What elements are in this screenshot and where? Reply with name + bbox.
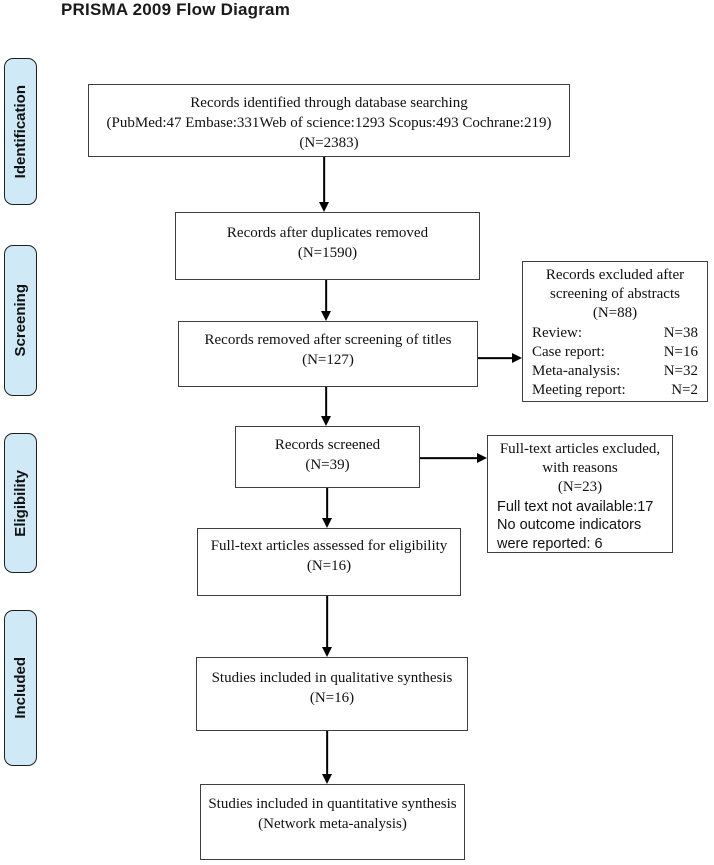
box-line: Records screened: [274, 437, 381, 453]
box-line: Studies included in qualitative synthesis: [211, 670, 453, 686]
exclusion-label: Meeting report:: [532, 382, 626, 399]
box-duplicates-removed: [175, 212, 480, 280]
exclusion-reason: Full text not available:17: [497, 498, 654, 515]
stage-label-eligibility-text: Eligibility: [12, 469, 29, 537]
stage-label-screening-text: Screening: [12, 284, 29, 357]
box-records-identified: [88, 84, 570, 157]
exclusion-label: Review:: [532, 324, 582, 341]
arrow-down-icon: [321, 488, 333, 528]
box-line: with reasons: [542, 460, 618, 477]
box-records-screened: [235, 426, 420, 488]
box-fulltext-excluded: [487, 435, 673, 553]
box-line: (N=127): [302, 351, 354, 368]
box-line: (PubMed:47 Embase:331Web of science:1293 Scopus:493 Cochrane:219): [106, 114, 552, 131]
arrow-right-icon: [478, 352, 522, 364]
box-line: (N=88): [592, 305, 638, 322]
exclusion-count: N=32: [663, 362, 698, 379]
arrow-down-icon: [320, 280, 332, 321]
exclusion-count: N=2: [671, 382, 698, 399]
arrow-right-icon: [420, 452, 487, 464]
box-titles-removed: [178, 321, 478, 387]
exclusion-reason: were reported: 6: [497, 535, 603, 552]
exclusion-reason: No outcome indicators: [497, 517, 642, 534]
box-line: (N=1590): [297, 244, 358, 261]
exclusion-label: Case report:: [532, 343, 605, 360]
arrow-down-icon: [321, 596, 333, 657]
arrow-down-icon: [321, 731, 333, 784]
box-qualitative-synthesis: [196, 657, 468, 731]
exclusion-label: Meta-analysis:: [532, 362, 621, 379]
stage-label-included: [4, 610, 37, 766]
stage-label-eligibility: [4, 433, 37, 573]
exclusion-row: [532, 362, 698, 381]
box-line: (N=16): [306, 557, 352, 574]
box-line: screening of abstracts: [550, 286, 680, 303]
box-line: Records excluded after: [545, 267, 685, 283]
box-line: (Network meta-analysis): [258, 815, 407, 832]
exclusion-row: [532, 343, 698, 362]
exclusion-count: N=38: [663, 324, 698, 341]
box-line: Full-text articles excluded,: [499, 441, 661, 457]
exclusion-row: [532, 324, 698, 343]
page-title: PRISMA 2009 Flow Diagram: [61, 0, 291, 19]
stage-label-included-text: Included: [12, 657, 29, 719]
box-line: Records identified through database searching: [190, 95, 468, 111]
stage-label-screening: [4, 245, 37, 396]
box-fulltext-assessed: [197, 528, 461, 596]
box-quantitative-synthesis: [200, 784, 465, 860]
box-line: (N=2383): [299, 134, 359, 151]
stage-label-identification: [4, 58, 37, 205]
box-line: (N=39): [305, 456, 350, 473]
box-line: Full-text articles assessed for eligibility: [210, 538, 448, 554]
box-line: (N=23): [557, 479, 603, 496]
box-line: Records after duplicates removed: [226, 225, 429, 241]
exclusion-row: [532, 381, 698, 400]
arrow-down-icon: [320, 387, 332, 426]
stage-label-identification-text: Identification: [12, 84, 29, 179]
box-line: Records removed after screening of titles: [204, 332, 452, 348]
arrow-down-icon: [318, 157, 330, 212]
box-line: Studies included in quantitative synthesis: [208, 796, 457, 812]
box-abstracts-excluded: [522, 261, 708, 402]
exclusion-count: N=16: [663, 343, 698, 360]
box-line: (N=16): [309, 689, 355, 706]
